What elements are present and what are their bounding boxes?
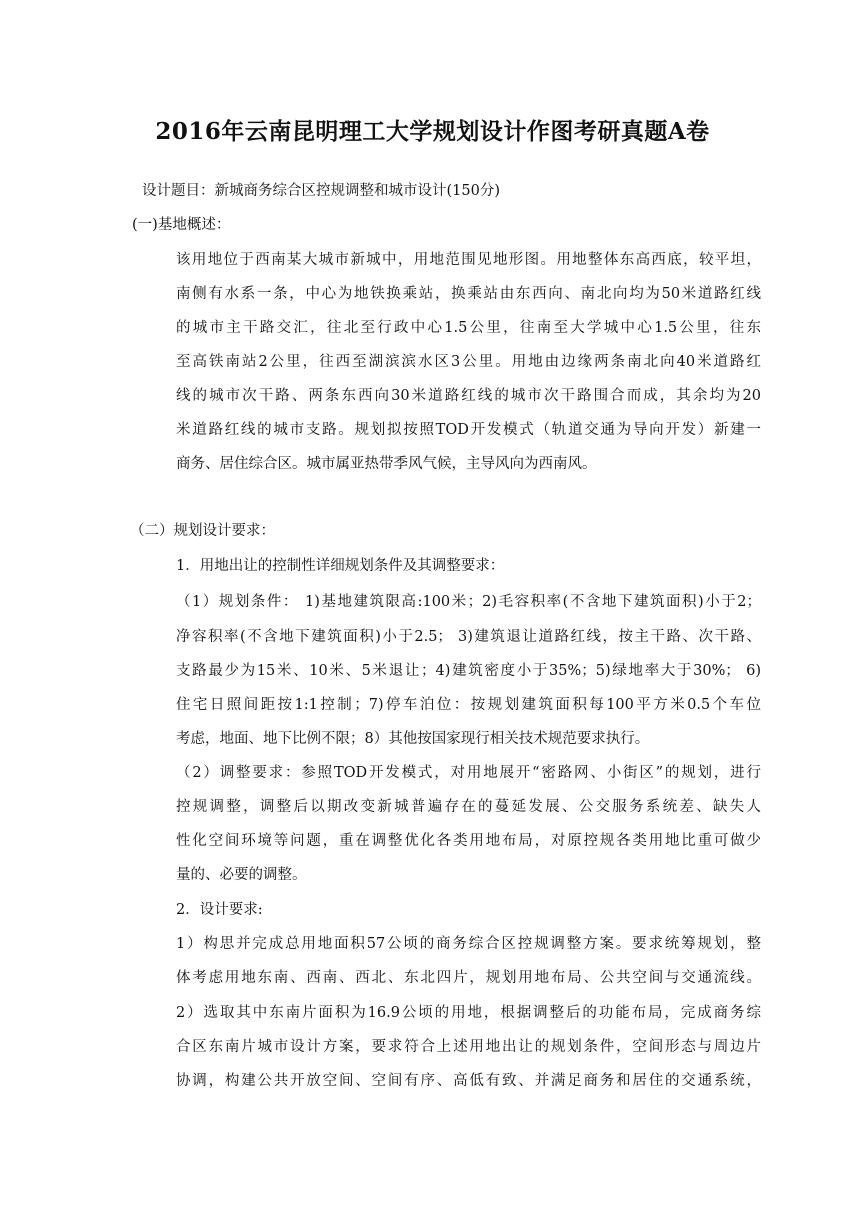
- section1-line: 的城市主干路交汇，往北至行政中心1.5公里，往南至大学城中心1.5公里，往东: [176, 320, 761, 336]
- item1-heading: 1．用地出让的控制性详细规划条件及其调整要求：: [176, 558, 505, 574]
- item2-line: 1）构思并完成总用地面积57公顷的商务综合区控规调整方案。要求统筹规划，整: [176, 936, 761, 952]
- item1-line: 性化空间环境等问题，重在调整优化各类用地布局，对原控规各类用地比重可做少: [176, 833, 761, 849]
- item1-line: 控规调整，调整后以期改变新城普遍存在的蔓延发展、公交服务系统差、缺失人: [176, 799, 761, 815]
- section1-line: 线的城市次干路、两条东西向30米道路红线的城市次干路围合而成，其余均为20: [176, 388, 761, 404]
- item2-line: 体考虑用地东南、西南、西北、东北四片，规划用地布局、公共空间与交通流线。: [176, 970, 761, 986]
- item2-line: 合区东南片城市设计方案，要求符合上述用地出让的规划条件，空间形态与周边片: [176, 1039, 761, 1055]
- item2-heading: 2．设计要求:: [176, 902, 263, 918]
- item1-line: 住宅日照间距按1:1控制；7)停车泊位：按规划建筑面积每100平方米0.5个车位: [176, 697, 761, 713]
- item1-line: 净容积率(不含地下建筑面积)小于2.5； 3)建筑退让道路红线，按主干路、次干路、: [176, 629, 761, 645]
- item1-line: 量的、必要的调整。: [176, 867, 307, 883]
- item2-line: 协调，构建公共开放空间、空间有序、高低有致、并满足商务和居住的交通系统，: [176, 1073, 761, 1089]
- section1-line: 南侧有水系一条，中心为地铁换乘站，换乘站由东西向、南北向均为50米道路红线: [176, 286, 761, 302]
- section1-line: 米道路红线的城市支路。规划拟按照TOD开发模式（轨道交通为导向开发）新建一: [176, 422, 761, 438]
- item1-line: 支路最少为15米、10米、5米退让；4)建筑密度小于35%；5)绿地率大于30%； 6): [176, 663, 761, 679]
- item1-line: （1）规划条件： 1)基地建筑限高:100米；2)毛容积率(不含地下建筑面积)小于2；: [176, 594, 761, 610]
- section1-heading: (一)基地概述：: [132, 217, 231, 233]
- section1-line: 商务、居住综合区。城市属亚热带季风气候，主导风向为西南风。: [176, 456, 597, 472]
- section2-heading: （二）规划设计要求：: [130, 523, 275, 539]
- item1-line: （2）调整要求：参照TOD开发模式，对用地展开“密路网、小街区”的规划，进行: [176, 765, 761, 781]
- item2-line: 2）选取其中东南片面积为16.9公顷的用地，根据调整后的功能布局，完成商务综: [176, 1005, 761, 1021]
- document-title: 2016年云南昆明理工大学规划设计作图考研真题A卷: [155, 118, 710, 145]
- item1-line: 考虑，地面、地下比例不限；8）其他按国家现行相关技术规范要求执行。: [176, 731, 650, 747]
- section1-line: 至高铁南站2公里，往西至湖滨滨水区3公里。用地由边缘两条南北向40米道路红: [176, 354, 761, 370]
- section1-line: 该用地位于西南某大城市新城中，用地范围见地形图。用地整体东高西底，较平坦，: [176, 252, 761, 268]
- design-subject: 设计题目：新城商务综合区控规调整和城市设计(150分): [142, 183, 500, 199]
